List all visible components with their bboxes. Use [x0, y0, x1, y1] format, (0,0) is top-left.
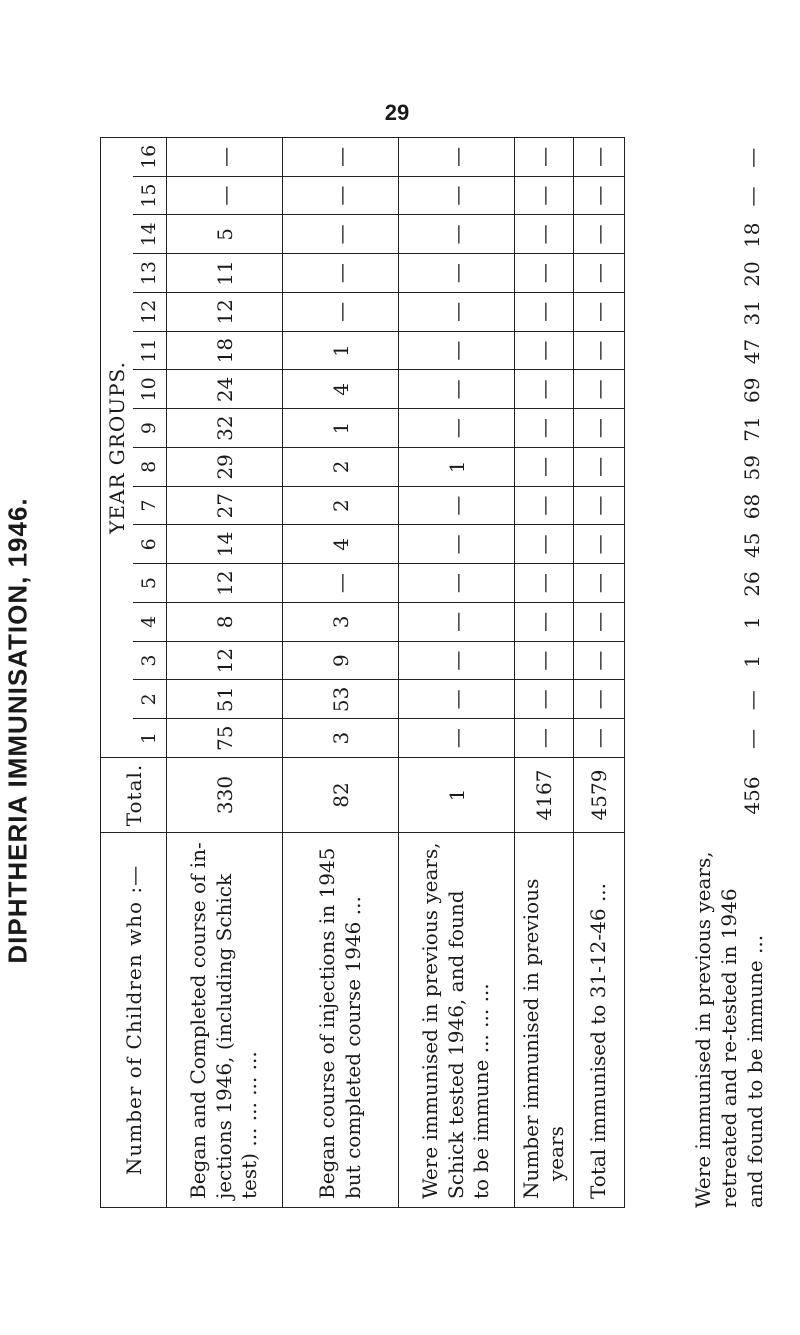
age-header: 7 — [133, 486, 167, 525]
age-header: 11 — [133, 331, 167, 370]
row-label — [167, 833, 283, 1208]
row-value: — — [574, 176, 625, 215]
row-value: — — [399, 680, 515, 719]
row-value: — — [515, 137, 574, 176]
row-value: — — [574, 564, 625, 603]
table-row — [515, 137, 574, 1207]
table-rotated — [100, 138, 670, 1208]
age-header: 13 — [133, 254, 167, 293]
row-value: — — [283, 215, 399, 254]
immunisation-table — [100, 137, 625, 1208]
footnote-value: 59 — [740, 455, 764, 481]
row-label — [399, 833, 515, 1208]
row-label — [574, 833, 625, 1208]
row-value: — — [399, 564, 515, 603]
age-header: 15 — [133, 176, 167, 215]
footnote-value: 71 — [740, 416, 764, 442]
age-header: 8 — [133, 448, 167, 487]
row-value: 2 — [283, 486, 399, 525]
age-header: 5 — [133, 564, 167, 603]
row-label-line: but completed course 1946 ... — [340, 896, 365, 1199]
row-value: — — [574, 331, 625, 370]
footnote-label-line: Were immunised in previous years, — [691, 851, 715, 1208]
row-value: — — [283, 137, 399, 176]
row-value: — — [515, 254, 574, 293]
row-value: 3 — [283, 603, 399, 642]
row-value: 5 — [167, 215, 283, 254]
row-value: — — [574, 525, 625, 564]
row-label-line: test) ... ... ... ... — [237, 1051, 262, 1199]
row-value: — — [399, 331, 515, 370]
row-value: — — [574, 137, 625, 176]
row-value: — — [574, 719, 625, 758]
footnote-label-line: and found to be immune ... — [743, 934, 767, 1208]
age-header: 16 — [133, 137, 167, 176]
row-value: — — [574, 370, 625, 409]
row-value: — — [574, 486, 625, 525]
row-value: — — [574, 680, 625, 719]
footnote-value: — — [740, 729, 764, 749]
table-region — [100, 138, 670, 1208]
row-value: 3 — [283, 719, 399, 758]
age-header: 14 — [133, 215, 167, 254]
row-value: — — [283, 254, 399, 293]
table-row — [399, 137, 515, 1207]
row-value: — — [167, 176, 283, 215]
row-value: — — [399, 293, 515, 332]
row-value: 4 — [283, 370, 399, 409]
row-value: — — [574, 603, 625, 642]
row-value: — — [515, 409, 574, 448]
row-value: 18 — [167, 331, 283, 370]
row-value: 9 — [283, 641, 399, 680]
row-value: — — [515, 293, 574, 332]
row-value: 1 — [283, 409, 399, 448]
row-value: — — [167, 137, 283, 176]
table-body — [167, 137, 625, 1207]
row-value: — — [574, 254, 625, 293]
row-value: 1 — [283, 331, 399, 370]
row-value: 75 — [167, 719, 283, 758]
age-header: 12 — [133, 293, 167, 332]
row-value: 11 — [167, 254, 283, 293]
footnote-value: 68 — [740, 493, 764, 520]
table-row — [574, 137, 625, 1207]
footnote-value: 31 — [740, 300, 764, 326]
row-value: 1 — [399, 448, 515, 487]
row-value: 51 — [167, 680, 283, 719]
row-value: — — [399, 370, 515, 409]
row-value: — — [399, 137, 515, 176]
row-value: — — [515, 641, 574, 680]
age-header: 6 — [133, 525, 167, 564]
footnote-value: 1 — [740, 655, 764, 668]
row-value: — — [399, 176, 515, 215]
row-value: — — [574, 215, 625, 254]
footnote-value: 69 — [740, 377, 764, 403]
row-value: — — [399, 641, 515, 680]
row-value: — — [515, 603, 574, 642]
row-value: — — [399, 409, 515, 448]
row-value: — — [515, 719, 574, 758]
label-header: Number of Children who :— — [101, 833, 167, 1208]
row-label-line: to be immune ... ... ... — [469, 983, 494, 1199]
row-label-line: Were immunised in previous years, — [418, 842, 443, 1199]
row-value: — — [574, 448, 625, 487]
age-header: 4 — [133, 603, 167, 642]
row-value: — — [399, 603, 515, 642]
row-value: — — [574, 641, 625, 680]
row-total: 4579 — [574, 758, 625, 833]
row-value: — — [515, 331, 574, 370]
row-value: — — [399, 525, 515, 564]
row-value: — — [399, 254, 515, 293]
row-value: 12 — [167, 564, 283, 603]
footnote-region — [680, 138, 800, 1208]
row-value: — — [515, 486, 574, 525]
footnote-value: — — [740, 186, 764, 207]
row-value: 2 — [283, 448, 399, 487]
row-label-line: Total immunised to 31-12-46 ... — [586, 882, 611, 1199]
row-value: 12 — [167, 641, 283, 680]
row-value: — — [515, 448, 574, 487]
row-value: — — [283, 564, 399, 603]
row-value: 4 — [283, 525, 399, 564]
footnote-label — [690, 838, 768, 1208]
age-header: 10 — [133, 370, 167, 409]
footnote-rotated — [680, 138, 800, 1208]
row-label-line: Schick tested 1946, and found — [443, 890, 468, 1199]
footnote-value: — — [740, 690, 764, 711]
row-value: 14 — [167, 525, 283, 564]
footnote-value: 18 — [740, 222, 764, 248]
table-row — [167, 137, 283, 1207]
row-value: — — [515, 525, 574, 564]
row-value: 8 — [167, 603, 283, 642]
row-total: 330 — [167, 758, 283, 833]
row-total: 4167 — [515, 758, 574, 833]
age-header: 1 — [133, 719, 167, 758]
age-header: 2 — [133, 680, 167, 719]
age-header: 9 — [133, 409, 167, 448]
year-groups-header: YEAR GROUPS. — [101, 137, 133, 757]
total-header: Total. — [101, 758, 167, 833]
row-value: — — [399, 215, 515, 254]
row-label-line: Number immunised in previous years — [518, 878, 569, 1199]
footnote-label-line: retreated and re-tested in 1946 — [717, 888, 741, 1208]
row-value: — — [283, 293, 399, 332]
footnote-value: 1 — [740, 616, 764, 630]
row-label — [283, 833, 399, 1208]
row-value: — — [515, 564, 574, 603]
footnote-value: 26 — [740, 571, 764, 597]
page-number: 29 — [384, 100, 410, 125]
row-total: 1 — [399, 758, 515, 833]
row-label-line: Began and Completed course of in- — [186, 842, 211, 1199]
row-value: — — [515, 680, 574, 719]
footnote-total: 456 — [740, 776, 764, 815]
row-total: 82 — [283, 758, 399, 833]
row-value: 12 — [167, 293, 283, 332]
row-value: — — [399, 486, 515, 525]
row-label — [515, 833, 574, 1208]
row-value: — — [515, 215, 574, 254]
row-value: 29 — [167, 448, 283, 487]
footnote-value: 47 — [740, 338, 764, 365]
footnote-values — [740, 138, 770, 833]
table-row — [283, 137, 399, 1207]
footnote-value: 20 — [740, 261, 764, 287]
row-value: — — [574, 409, 625, 448]
footnote-value: — — [740, 147, 764, 168]
page-title: DIPHTHERIA IMMUNISATION, 1946. — [2, 497, 33, 964]
row-value: — — [515, 176, 574, 215]
row-label-line: jections 1946, (including Schick — [211, 873, 236, 1199]
row-value: 24 — [167, 370, 283, 409]
row-value: 27 — [167, 486, 283, 525]
row-value: — — [283, 176, 399, 215]
age-header: 3 — [133, 641, 167, 680]
row-value: — — [574, 293, 625, 332]
row-label-line: Began course of injections in 1945 — [314, 847, 339, 1199]
row-value: — — [515, 370, 574, 409]
row-value: 53 — [283, 680, 399, 719]
row-value: 32 — [167, 409, 283, 448]
footnote-value: 45 — [740, 532, 764, 558]
row-value: — — [399, 719, 515, 758]
